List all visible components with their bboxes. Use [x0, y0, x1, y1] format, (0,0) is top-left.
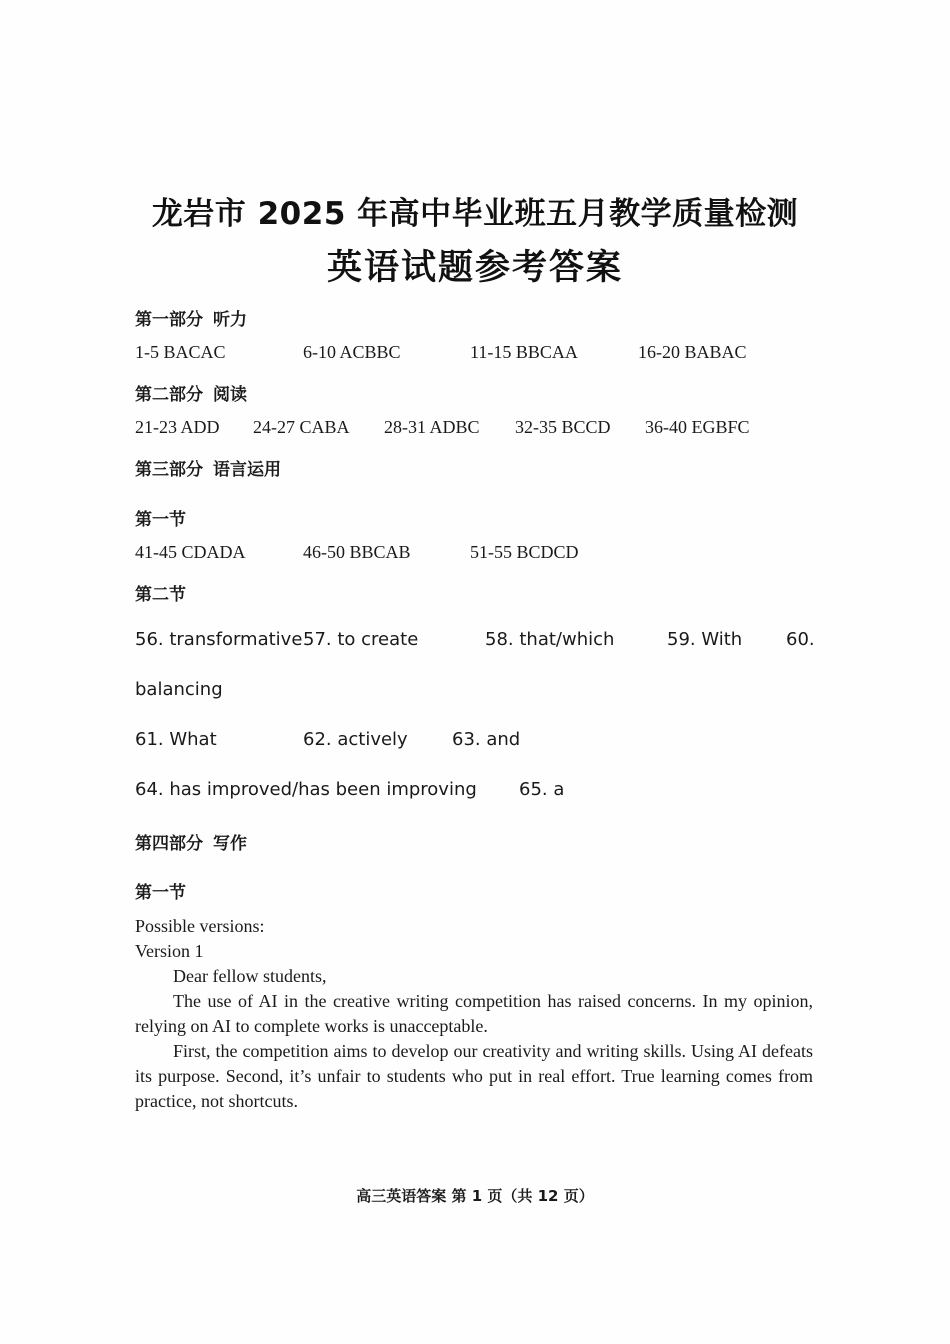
letter-salutation: Dear fellow students, [173, 966, 327, 986]
part2-heading [135, 380, 247, 405]
part1-answer-2: 6-10 ACBBC [303, 342, 401, 362]
part3-name: 语言运用 [213, 460, 281, 480]
fill-answer-60-number: 60. [786, 629, 815, 650]
fill-answer-59: 59. With [667, 629, 743, 650]
part3-section1-answer-2: 46-50 BBCAB [303, 542, 411, 562]
part1-name: 听力 [213, 310, 247, 330]
fill-answer-63: 63. and [452, 729, 521, 750]
fill-answer-57: 57. to create [303, 629, 419, 650]
part3-number: 第三部分 [135, 460, 203, 480]
part3-section2-heading: 第二节 [135, 585, 186, 605]
fill-answer-62: 62. actively [303, 729, 408, 750]
part2-name: 阅读 [213, 385, 247, 405]
fill-answer-56: 56. transformative [135, 629, 303, 650]
part3-section1-answer-3: 51-55 BCDCD [470, 542, 579, 562]
document-subtitle: 英语试题参考答案 [326, 248, 623, 288]
part1-answer-1: 1-5 BACAC [135, 342, 226, 362]
letter-paragraph-1: The use of AI in the creative writing competition has raised concerns. In my opinion, relying on AI to complete works is unacceptable. [135, 991, 813, 1036]
fill-answer-65: 65. a [519, 779, 565, 800]
part1-answer-4: 16-20 BABAC [638, 342, 747, 362]
page-footer: 高三英语答案 第 1 页（共 12 页） [356, 1187, 594, 1205]
letter-paragraph-2: First, the competition aims to develop our creativity and writing skills. Using AI defeats its purpose. Second, it’s unfair to students who put in real effort. True learning comes from practice, not shortcuts. [135, 1041, 813, 1111]
document-title: 龙岩市 2025 年高中毕业班五月教学质量检测 [151, 196, 799, 232]
part4-heading [135, 829, 247, 854]
part4-section1-heading: 第一节 [135, 883, 186, 903]
part3-heading [135, 455, 281, 480]
part2-answer-3: 28-31 ADBC [384, 417, 480, 437]
fill-answer-60: balancing [135, 679, 223, 700]
part2-answer-1: 21-23 ADD [135, 417, 220, 437]
part1-answer-3: 11-15 BBCAA [470, 342, 578, 362]
version-label: Version 1 [135, 941, 204, 961]
possible-versions-label: Possible versions: [135, 916, 265, 936]
part4-name: 写作 [213, 834, 247, 854]
part1-heading [135, 305, 247, 330]
part2-number: 第二部分 [135, 385, 203, 405]
part2-answer-4: 32-35 BCCD [515, 417, 611, 437]
fill-answer-64: 64. has improved/has been improving [135, 779, 477, 800]
fill-answer-58: 58. that/which [485, 629, 615, 650]
part2-answer-5: 36-40 EGBFC [645, 417, 750, 437]
part3-section1-answer-1: 41-45 CDADA [135, 542, 246, 562]
writing-sample [135, 914, 813, 1114]
part1-number: 第一部分 [135, 310, 203, 330]
part2-answer-2: 24-27 CABA [253, 417, 350, 437]
part4-number: 第四部分 [135, 834, 203, 854]
fill-answer-61: 61. What [135, 729, 217, 750]
part3-section1-heading: 第一节 [135, 510, 186, 530]
